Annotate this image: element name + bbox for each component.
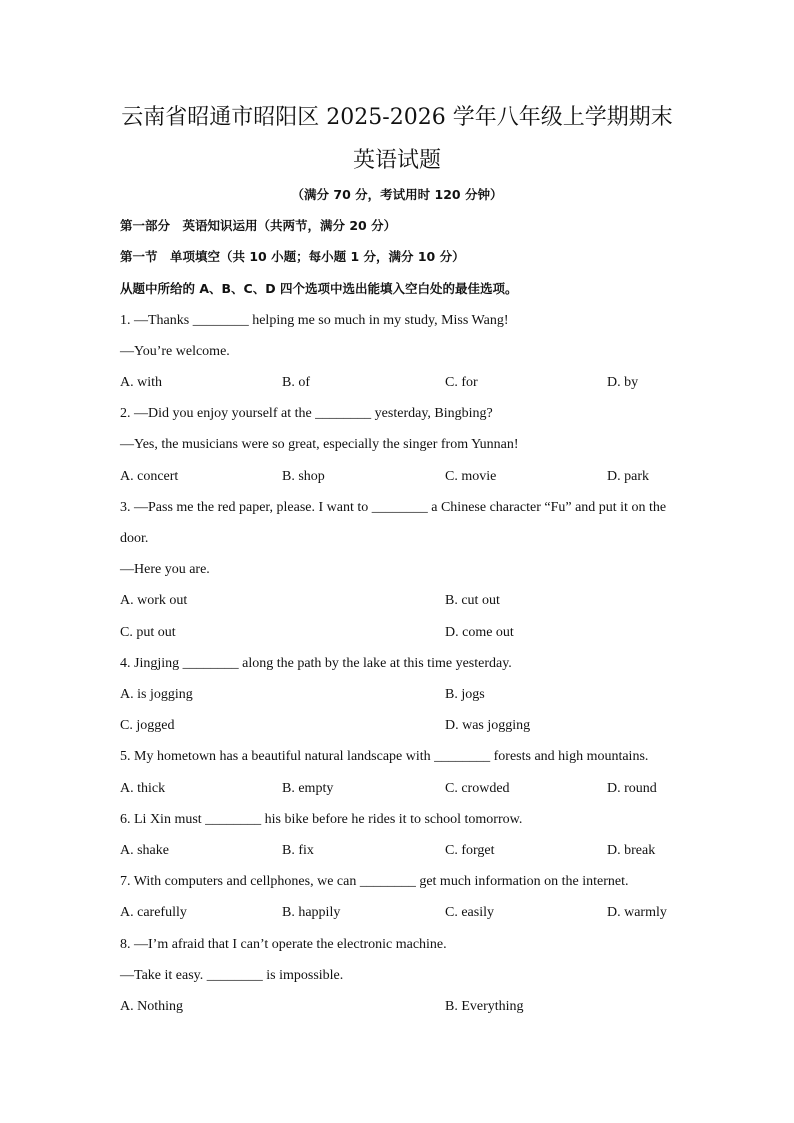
part-heading: 第一部分 英语知识运用（共两节，满分 20 分） xyxy=(120,218,397,233)
option-a: A. with xyxy=(120,375,162,390)
instruction-text: 从题中所给的 A、B、C、D 四个选项中选出能填入空白处的最佳选项。 xyxy=(120,281,518,296)
option-a: A. Nothing xyxy=(120,999,183,1014)
option-d: D. warmly xyxy=(607,905,667,920)
option-b: B. jogs xyxy=(445,687,485,702)
option-b: B. happily xyxy=(282,905,341,920)
subsection-heading: 第一节 单项填空（共 10 小题；每小题 1 分，满分 10 分） xyxy=(120,249,465,264)
option-b: B. cut out xyxy=(445,593,500,608)
option-a: A. shake xyxy=(120,843,169,858)
question-stem: 7. With computers and cellphones, we can ________ get much information on the internet. xyxy=(120,874,629,889)
option-a: A. concert xyxy=(120,469,179,484)
option-a: A. carefully xyxy=(120,905,187,920)
option-c: C. forget xyxy=(445,843,495,858)
option-c: C. for xyxy=(445,375,478,390)
option-a: A. is jogging xyxy=(120,687,193,702)
exam-subject-title: 英语试题 xyxy=(352,148,441,173)
question-stem: 2. —Did you enjoy yourself at the ________ yesterday, Bingbing? xyxy=(120,406,493,421)
question-stem: 3. —Pass me the red paper, please. I want to ________ a Chinese character “Fu” and put it on the xyxy=(120,500,667,515)
option-d: D. come out xyxy=(445,625,514,640)
question-stem: —You’re welcome. xyxy=(120,344,230,359)
option-a: A. work out xyxy=(120,593,188,608)
question-stem: —Take it easy. ________ is impossible. xyxy=(120,968,344,983)
option-b: B. shop xyxy=(282,469,325,484)
option-b: B. of xyxy=(282,375,310,390)
question-stem: door. xyxy=(120,531,149,546)
option-d: D. park xyxy=(607,469,649,484)
exam-title: 云南省昭通市昭阳区 2025-2026 学年八年级上学期期末 xyxy=(121,105,673,130)
exam-score-note: （满分 70 分，考试用时 120 分钟） xyxy=(291,187,503,202)
option-d: D. was jogging xyxy=(445,718,531,733)
question-stem: 8. —I’m afraid that I can’t operate the electronic machine. xyxy=(120,937,447,952)
option-c: C. easily xyxy=(445,905,494,920)
option-b: B. empty xyxy=(282,781,334,796)
option-c: C. put out xyxy=(120,625,176,640)
option-b: B. Everything xyxy=(445,999,524,1014)
question-stem: —Here you are. xyxy=(120,562,210,577)
option-d: D. by xyxy=(607,375,639,390)
question-stem: —Yes, the musicians were so great, especially the singer from Yunnan! xyxy=(120,437,519,452)
question-stem: 6. Li Xin must ________ his bike before he rides it to school tomorrow. xyxy=(120,812,523,827)
question-stem: 5. My hometown has a beautiful natural landscape with ________ forests and high mountains. xyxy=(120,749,649,764)
question-stem: 4. Jingjing ________ along the path by the lake at this time yesterday. xyxy=(120,656,512,671)
option-a: A. thick xyxy=(120,781,166,796)
option-b: B. fix xyxy=(282,843,314,858)
option-d: D. round xyxy=(607,781,657,796)
option-c: C. movie xyxy=(445,469,497,484)
option-c: C. jogged xyxy=(120,718,175,733)
question-stem: 1. —Thanks ________ helping me so much in my study, Miss Wang! xyxy=(120,313,509,328)
option-c: C. crowded xyxy=(445,781,510,796)
option-d: D. break xyxy=(607,843,656,858)
